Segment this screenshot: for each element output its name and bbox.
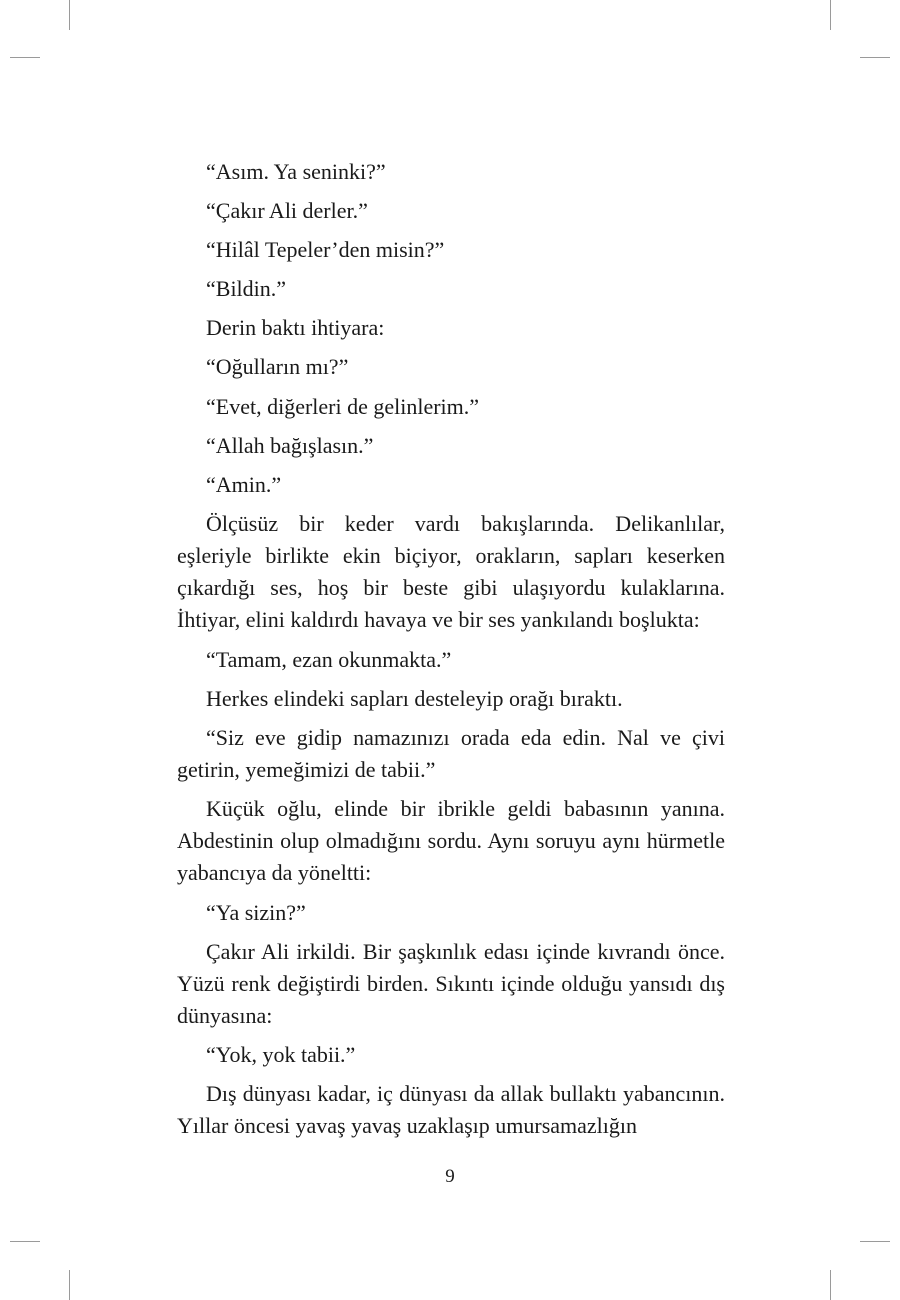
- paragraph: “Hilâl Tepeler’den misin?”: [206, 237, 445, 263]
- paragraph: “Ya sizin?”: [206, 899, 306, 925]
- paragraph: “Asım. Ya seninki?”: [206, 159, 386, 184]
- page-number: 9: [445, 1166, 455, 1187]
- crop-mark-left-bottom: [10, 1241, 40, 1242]
- crop-mark-right-top: [860, 57, 890, 58]
- paragraph: “Amin.”: [206, 471, 282, 497]
- paragraph: Çakır Ali irkildi. Bir şaşkınlık edası içinde kıvrandı önce. Yüzü renk değiştirdi birden. Sıkıntı içinde olduğu yansıdı dış dünyasına:: [177, 938, 725, 1029]
- crop-mark-top-left: [69, 0, 70, 30]
- crop-mark-right-bottom: [860, 1241, 890, 1242]
- paragraph: “Çakır Ali derler.”: [206, 198, 368, 224]
- paragraph: “Bildin.”: [206, 276, 287, 302]
- paragraph: “Yok, yok tabii.”: [206, 1042, 356, 1068]
- paragraph: “Siz eve gidip namazınızı orada eda edin. Nal ve çivi getirin, yemeğimizi de tabii.”: [177, 724, 725, 782]
- crop-mark-top-right: [830, 0, 831, 30]
- paragraph: “Oğulların mı?”: [206, 354, 349, 380]
- paragraph: Küçük oğlu, elinde bir ibrikle geldi babasının yanına. Abdestinin olup olmadığını sordu. Aynı soruyu aynı hürmetle yabancıya da yöneltti:: [177, 796, 725, 886]
- crop-mark-bottom-right: [830, 1270, 831, 1300]
- paragraph: “Tamam, ezan okunmakta.”: [206, 646, 452, 672]
- paragraph: Herkes elindeki sapları desteleyip orağı bıraktı.: [206, 685, 623, 711]
- crop-mark-left-top: [10, 57, 40, 58]
- body-text: [177, 156, 725, 1143]
- paragraph: Dış dünyası kadar, iç dünyası da allak bullaktı yabancının. Yıllar öncesi yavaş yavaş uzaklaşıp umursamazlığın: [177, 1081, 725, 1139]
- paragraph: “Allah bağışlasın.”: [206, 432, 374, 458]
- crop-mark-bottom-left: [69, 1270, 70, 1300]
- paragraph: “Evet, diğerleri de gelinlerim.”: [206, 393, 480, 419]
- paragraph: Ölçüsüz bir keder vardı bakışlarında. Delikanlılar, eşleriyle birlikte ekin biçiyor, orakların, sapları keserken çıkardığı ses, hoş bir beste gibi ulaşıyordu kulaklarına. İhtiyar, elini kaldırdı havaya ve bir ses yankılandı boşlukta:: [177, 510, 725, 633]
- paragraph: Derin baktı ihtiyara:: [206, 315, 385, 341]
